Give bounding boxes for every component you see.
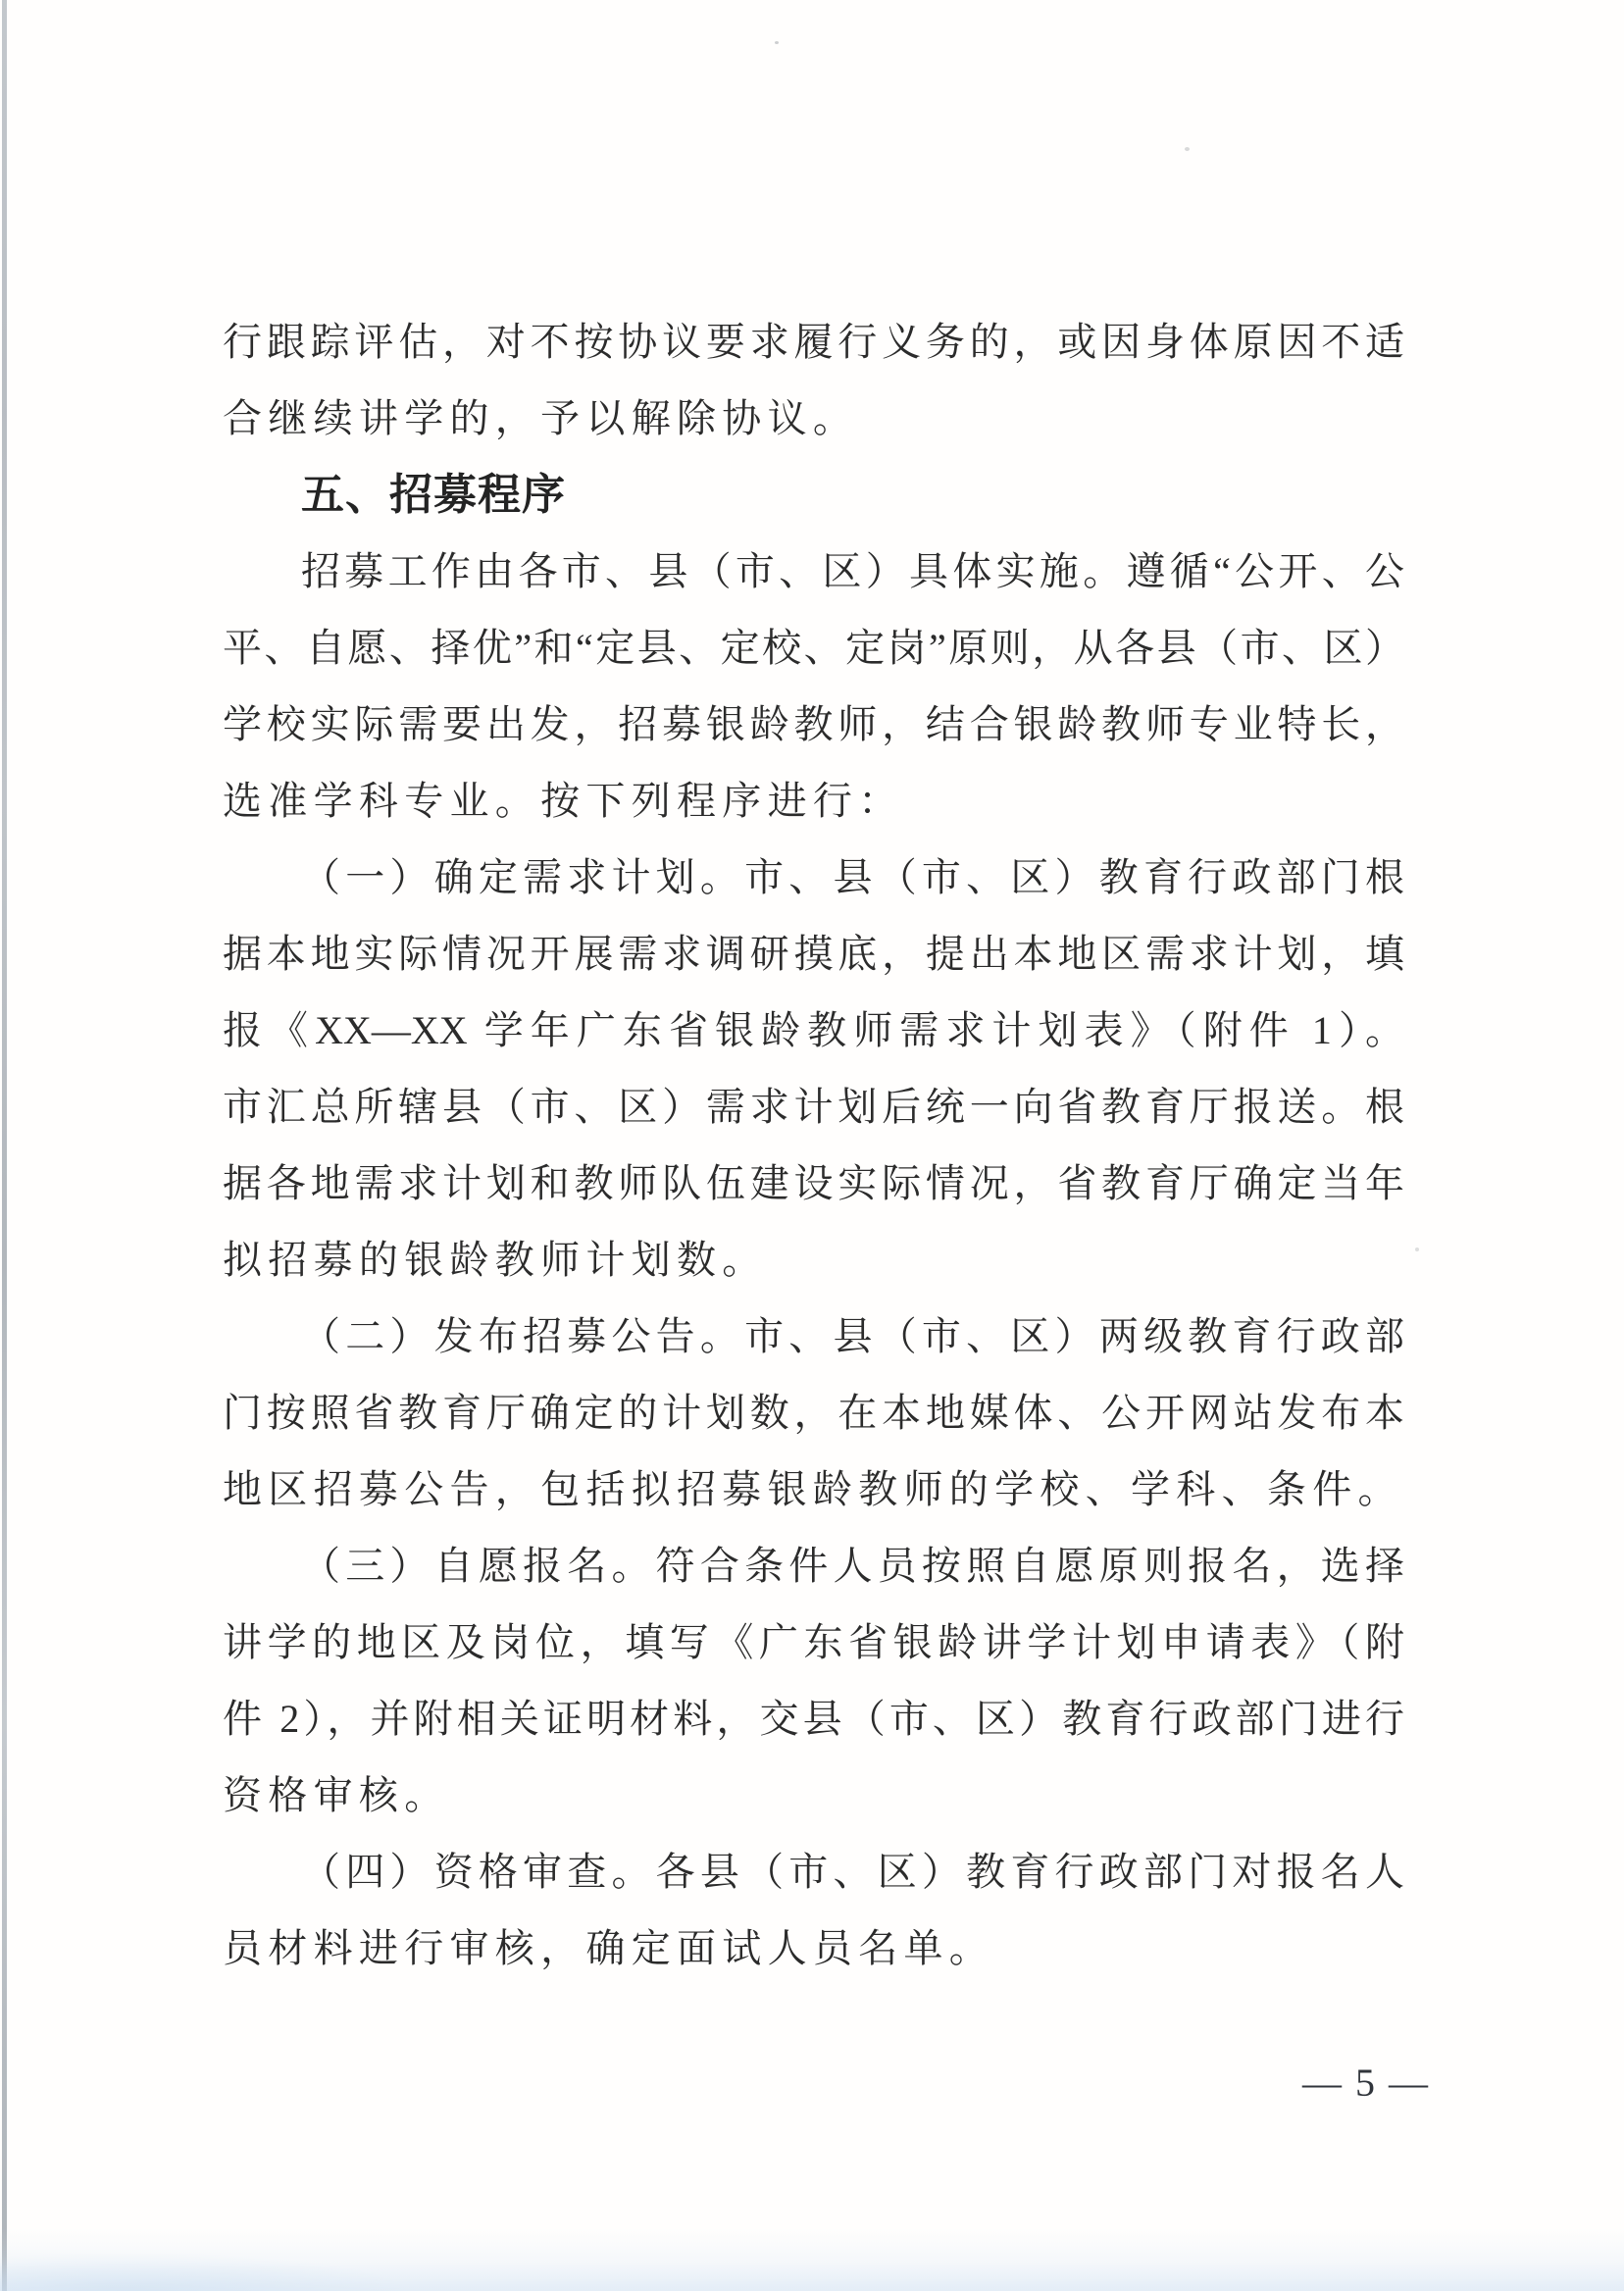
text-line-16: 地区招募公告，包括拟招募银龄教师的学校、学科、条件。 [223, 1467, 1403, 1511]
text-line-10: 报《XX—XX 学年广东省银龄教师需求计划表》（附件 1）。 [223, 1008, 1404, 1052]
text-line-9: 据本地实际情况开展需求调研摸底，提出本地区需求计划，填 [223, 932, 1404, 976]
text-line-12: 据各地需求计划和教师队伍建设实际情况，省教育厅确定当年 [223, 1161, 1404, 1205]
text-line-17: （三）自愿报名。符合条件人员按照自愿原则报名，选择 [301, 1544, 1404, 1588]
text-line-22: 员材料进行审核，确定面试人员名单。 [223, 1926, 995, 1970]
text-line-1: 行跟踪评估，对不按协议要求履行义务的，或因身体原因不适 [223, 320, 1404, 364]
text-line-4: 招募工作由各市、县（市、区）具体实施。遵循“公开、公 [301, 549, 1404, 593]
scan-speck [1185, 147, 1190, 151]
scan-edge-artifact [2, 0, 7, 2291]
page-number: — 5 — [1302, 2061, 1430, 2105]
scan-speck [1415, 1247, 1419, 1251]
text-line-14: （二）发布招募公告。市、县（市、区）两级教育行政部 [301, 1314, 1404, 1358]
text-line-13: 拟招募的银龄教师计划数。 [223, 1238, 768, 1282]
text-line-21: （四）资格审查。各县（市、区）教育行政部门对报名人 [301, 1850, 1404, 1894]
text-line-8: （一）确定需求计划。市、县（市、区）教育行政部门根 [301, 855, 1404, 899]
text-line-5: 平、自愿、择优”和“定县、定校、定岗”原则，从各县（市、区） [223, 626, 1404, 670]
scan-speck [775, 41, 779, 44]
text-line-18: 讲学的地区及岗位，填写《广东省银龄讲学计划申请表》（附 [223, 1620, 1404, 1664]
text-line-7: 选准学科专业。按下列程序进行： [223, 779, 904, 823]
text-line-2: 合继续讲学的，予以解除协议。 [223, 396, 859, 440]
text-line-11: 市汇总所辖县（市、区）需求计划后统一向省教育厅报送。根 [223, 1085, 1404, 1129]
text-line-20: 资格审核。 [223, 1773, 450, 1817]
text-line-6: 学校实际需要出发，招募银龄教师，结合银龄教师专业特长， [223, 702, 1404, 746]
scan-bottom-artifact [0, 2228, 1624, 2291]
section-heading: 五、招募程序 [301, 470, 566, 520]
text-line-19: 件 2），并附相关证明材料，交县（市、区）教育行政部门进行 [223, 1697, 1404, 1741]
document-body [223, 304, 1404, 1987]
text-line-15: 门按照省教育厅确定的计划数，在本地媒体、公开网站发布本 [223, 1391, 1404, 1435]
